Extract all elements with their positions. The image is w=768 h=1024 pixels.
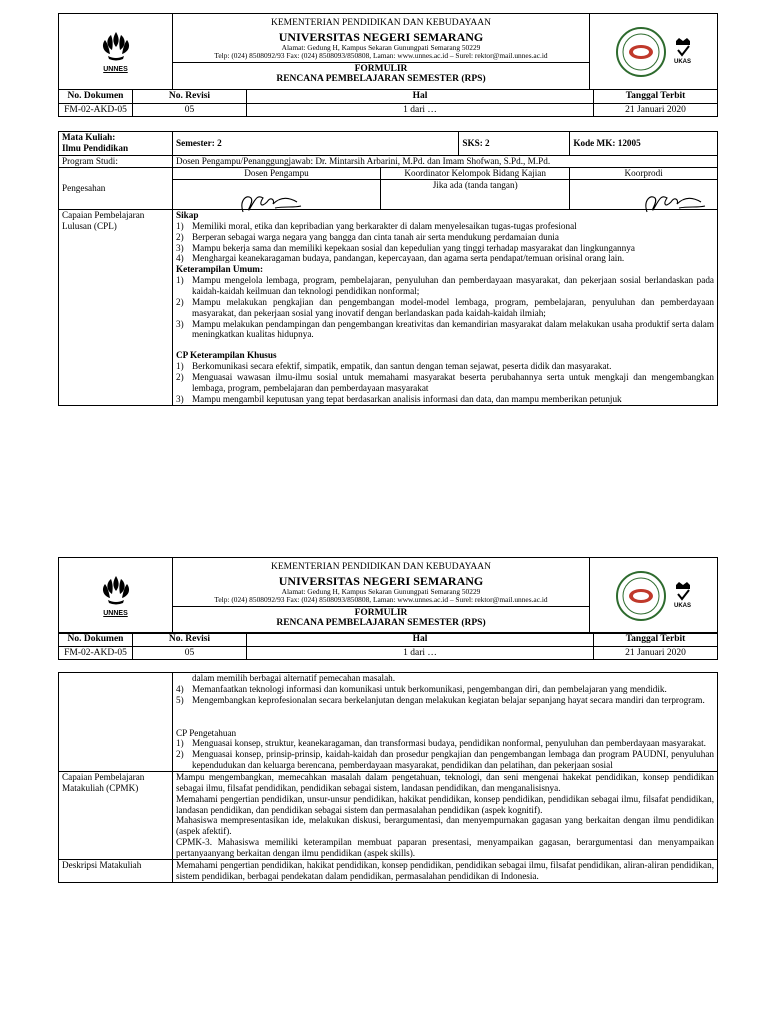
lecturer-signature [235, 190, 305, 216]
university-name: UNIVERSITAS NEGERI SEMARANG [278, 29, 484, 44]
form-type: FORMULIR [354, 63, 408, 74]
list-item: 2) Mampu melakukan pengkajian dan pengembangan model-model lembaga, program, pembelajaran, penyuluhan dan pemberdayaan masyarakat, dan pekerjaan sosial yang inovatif dengan berlandaskan pada kaidah-kaidah ilmiah; [176, 296, 714, 318]
cpl-label-continued [59, 673, 173, 772]
page-label: Hal [247, 633, 594, 647]
special-skills-list-2 [176, 684, 714, 706]
form-title: RENCANA PEMBELAJARAN SEMESTER (RPS) [276, 74, 486, 85]
list-item: 3) Mampu bekerja sama dan memiliki kepekaan sosial dan kepedulian yang tinggi terhadap masyarakat dan lingkungannya [176, 242, 635, 253]
certification-cell [590, 558, 718, 634]
doc-no-value: FM-02-AKD-05 [59, 646, 133, 660]
sks: SKS: 2 [459, 132, 570, 156]
cpmk-paragraph: Mahasiswa mempresentasikan ide, melakukan diskusi, berargumentasi, dan menyempurnakan gagasan yang berkaitan dengan ilmu pendidikan (aspek afektif). [176, 815, 714, 837]
page-value: 1 dari … [247, 646, 594, 660]
list-item: 1) Mampu mengelola lembaga, program, pembelajaran, penyuluhan dan pemberdayaan masyarakat, dan pekerjaan sosial berlandaskan pada kaidah-kaidah keilmuan dan teknologi pendidikan nonformal; [176, 275, 714, 297]
special-skills-continuation: dalam memilih berbagai alternatif pemecahan masalah. [192, 673, 396, 683]
list-item: 4) Memanfaatkan teknologi informasi dan komunikasi untuk berkomunikasi, pengembangan diri, dan pembelajaran yang mendidik. [176, 683, 667, 694]
sikap-list [176, 221, 714, 264]
list-item: 3) Mampu melakukan pendampingan dan pengembangan kreativitas dan kemandirian masyarakat dalam melakukan usaha produktif serta dalam meningkatkan kualitas hidupnya. [176, 318, 714, 340]
approval-col-koorprodi: Koorprodi [570, 168, 718, 180]
list-item: 2) Berperan sebagai warga negara yang bangga dan cinta tanah air serta mendukung perdamaian dunia [176, 231, 559, 242]
doc-no-label: No. Dokumen [59, 633, 133, 647]
cpmk-label: Capaian Pembelajaran Matakuliah (CPMK) [59, 772, 173, 860]
cpmk-content [173, 772, 718, 860]
ministry-name: KEMENTERIAN PENDIDIKAN DAN KEBUDAYAAN [271, 18, 491, 29]
ministry-name: KEMENTERIAN PENDIDIKAN DAN KEBUDAYAAN [271, 562, 491, 573]
cert-label: UKAS [673, 602, 691, 609]
list-item: 1) Berkomunikasi secara efektif, simpatik, empatik, dan santun dengan teman sejawat, peserta didik dan masyarakat. [176, 361, 612, 372]
list-item: 2) Menguasai wawasan ilmu-ilmu sosial untuk memahami masyarakat beserta perubahannya serta untuk mengkaji dan mengembangkan lembaga, program, pembelajaran dan pemberdayaan masyarakat [176, 372, 714, 393]
university-address: Alamat: Gedung H, Kampus Sekaran Gunungpati Semarang 50229 [281, 586, 481, 596]
university-contact: Telp: (024) 8508092/93 Fax: (024) 8508093/850808, Laman: www.unnes.ac.id – Surel: rektor@mail.unnes.ac.id [214, 595, 548, 605]
cpl-label: Capaian Pembelajaran Lulusan (CPL) [59, 210, 173, 406]
revision-value: 05 [133, 103, 247, 117]
revision-value: 05 [133, 646, 247, 660]
description-text: Memahami pengertian pendidikan, hakikat pendidikan, konsep pendidikan, pendidikan sebagai ilmu, filsafat pendidikan, aliran-aliran pendidikan, sistem pendidikan, berbagai pendekatan dalam pendidikan, permasalahan pendidikan di Indonesia. [173, 859, 718, 882]
revision-label: No. Revisi [133, 633, 247, 647]
doc-no-label: No. Dokumen [59, 90, 133, 104]
approval-note: Jika ada (tanda tangan) [381, 180, 570, 210]
unnes-logo [62, 29, 169, 74]
approval-col-lecturer: Dosen Pengampu [173, 168, 381, 180]
general-skills-title: Keterampilan Umum: [176, 264, 264, 275]
course-name: Ilmu Pendidikan [62, 142, 129, 153]
crown-tick-icon [673, 37, 693, 59]
semester: Semester: 2 [173, 132, 459, 156]
approval-label: Pengesahan [59, 168, 173, 210]
form-title: RENCANA PEMBELAJARAN SEMESTER (RPS) [276, 618, 486, 629]
description-label: Deskripsi Matakuliah [59, 859, 173, 882]
logo-cell [59, 558, 173, 634]
list-item: 5) Mengembangkan keprofesionalan secara berkelanjutan dengan melakukan kegiatan belajar sepanjang hayat secara mandiri dan terprogram. [176, 694, 705, 705]
cpmk-paragraph: Mampu mengembangkan, memecahkan masalah dalam pengetahuan, teknologi, dan seni mengenai hakekat pendidikan, konsep pendidikan sebagai ilmu, filsafat pendidikan, pendidikan sebagai sistem, landasan pendidikan, dan menganalisisnya. [176, 772, 714, 793]
course-code: Kode MK: 12005 [570, 132, 718, 156]
page-1 [0, 0, 768, 500]
logo-text: UNNES [103, 65, 128, 73]
institution-block [173, 14, 590, 90]
course-name-label: Mata Kuliah: [62, 132, 116, 142]
unnes-logo [62, 573, 169, 618]
date-label: Tanggal Terbit [594, 90, 718, 104]
unnes-emblem-icon [99, 29, 133, 65]
course-table-continued [58, 672, 718, 883]
list-item: 1) Menguasai konsep, struktur, keanekaragaman, dan transformasi budaya, pendidikan nonformal, penyuluhan dan pemberdayaan masyarakat. [176, 738, 706, 749]
knowledge-list [176, 738, 714, 771]
approval-col-coordinator: Koordinator Kelompok Bidang Kajian [381, 168, 570, 180]
form-type: FORMULIR [354, 607, 408, 618]
special-skills-list [176, 361, 714, 404]
page-value: 1 dari … [247, 103, 594, 117]
list-item: 2) Menguasai konsep, prinsip-prinsip, kaidah-kaidah dan prosedur pengkajian dan pengembangan lembaga dan program PAUDNI, penyuluhan kependudukan dan keluarga berencana, pemberdayaan masyarakat, pendidikan dan pelatihan, dan pekerjaan sosial [176, 749, 714, 771]
page-2 [0, 545, 768, 1024]
document-header [58, 13, 718, 90]
special-skills-title: CP Keterampilan Khusus [176, 350, 277, 361]
course-name-cell [59, 132, 173, 156]
ukas-mark [673, 37, 693, 66]
document-meta [58, 89, 718, 117]
cpmk-paragraph: Memahami pengertian pendidikan, unsur-unsur pendidikan, hakikat pendidikan, konsep pendidikan, pendidikan sebagai ilmu, filsafat pendidikan, landasan pendidikan, dan pendidikan sebagai sistem dan permasalahan pendidikan (aspek kognitif). [176, 793, 714, 815]
cpmk-paragraph: CPMK-3. Mahasiswa memiliki keterampilan membuat paparan presentasi, menyampaikan gagasan, berargumentasi dan menyampaikan pertanyaanyang berkaitan dengan ilmu pendidikan (aspek skills). [176, 837, 714, 859]
doc-no-value: FM-02-AKD-05 [59, 103, 133, 117]
university-name: UNIVERSITAS NEGERI SEMARANG [278, 573, 484, 588]
date-value: 21 Januari 2020 [594, 103, 718, 117]
revision-label: No. Revisi [133, 90, 247, 104]
university-address: Alamat: Gedung H, Kampus Sekaran Gunungpati Semarang 50229 [281, 42, 481, 52]
document-header-2 [58, 557, 718, 634]
cpl-content-continued [173, 673, 718, 772]
date-value: 21 Januari 2020 [594, 646, 718, 660]
study-program-label: Program Studi: [59, 156, 173, 168]
page-label: Hal [247, 90, 594, 104]
sikap-title: Sikap [176, 210, 199, 220]
cert-label: UKAS [673, 58, 691, 65]
list-item: 3) Mampu mengambil keputusan yang tepat berdasarkan analisis informasi dan data, dan mampu memberikan petunjuk [176, 393, 622, 404]
institution-block [173, 558, 590, 634]
iso-seal-icon [615, 26, 667, 78]
document-meta-2 [58, 632, 718, 660]
logo-text: UNNES [103, 609, 128, 617]
cpl-content [173, 210, 718, 406]
ukas-mark [673, 581, 693, 610]
university-contact: Telp: (024) 8508092/93 Fax: (024) 8508093/850808, Laman: www.unnes.ac.id – Surel: rektor@mail.unnes.ac.id [214, 51, 548, 61]
crown-tick-icon [673, 581, 693, 603]
course-table [58, 131, 718, 406]
iso-seal-icon [615, 570, 667, 622]
logo-cell [59, 14, 173, 90]
knowledge-title: CP Pengetahuan [176, 727, 237, 738]
date-label: Tanggal Terbit [594, 633, 718, 647]
koorprodi-signature [639, 190, 709, 216]
list-item: 1) Memiliki moral, etika dan kepribadian yang berkarakter di dalam menyelesaikan tugas-tugas profesional [176, 220, 577, 231]
general-skills-list [176, 275, 714, 340]
lecturers: Dosen Pengampu/Penanggungjawab: Dr. Mintarsih Arbarini, M.Pd. dan Imam Shofwan, S.Pd., M.Pd. [173, 156, 718, 168]
unnes-emblem-icon [99, 573, 133, 609]
certification-cell [590, 14, 718, 90]
list-item: 4) Menghargai keanekaragaman budaya, pandangan, kepercayaan, dan agama serta pendapat/temuan orisinal orang lain. [176, 253, 625, 264]
